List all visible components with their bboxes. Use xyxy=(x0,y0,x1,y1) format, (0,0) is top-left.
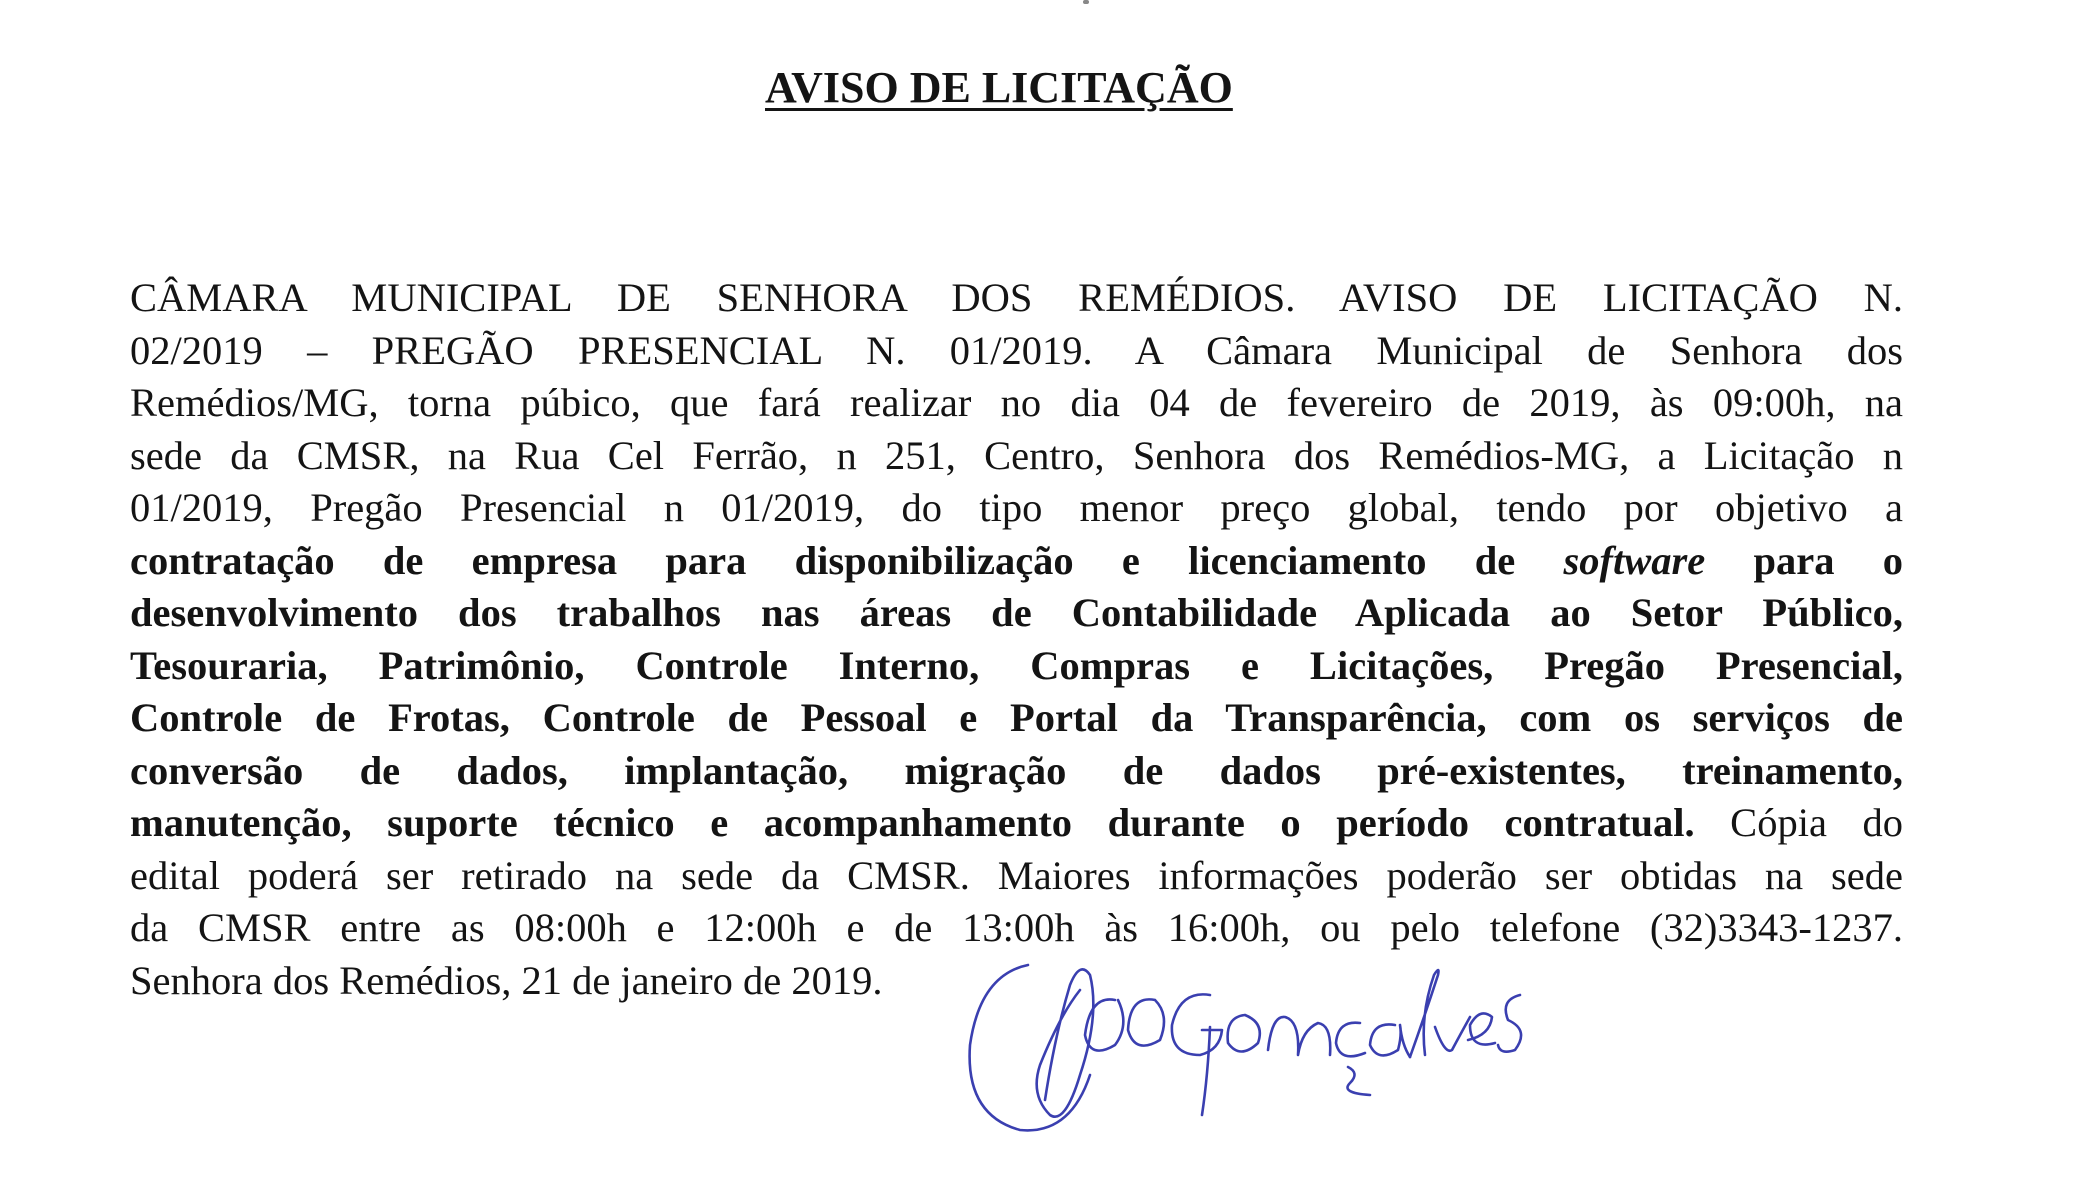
text-segment: desenvolvimento dos trabalhos nas áreas de Contabilidade Aplicada ao Setor Público, xyxy=(130,590,1903,635)
handwritten-signature xyxy=(940,955,1580,1155)
notice-line xyxy=(130,535,1903,588)
text-segment: conversão de dados, implantação, migração de dados pré-existentes, treinamento, xyxy=(130,747,1903,793)
text-segment: 01/2019, Pregão Presencial n 01/2019, do tipo menor preço global, tendo por objetivo a xyxy=(130,485,1903,530)
text-segment: Senhora dos Remédios, 21 de janeiro de 2019. xyxy=(130,957,883,1003)
text-segment: Controle de Frotas, Controle de Pessoal e Portal da Transparência, com os serviços de xyxy=(130,695,1903,740)
notice-line xyxy=(130,272,1903,325)
text-segment: Cópia do xyxy=(1694,800,1903,845)
document-title: AVISO DE LICITAÇÃO xyxy=(765,63,1233,112)
notice-line xyxy=(130,745,1903,798)
text-segment: software xyxy=(1563,537,1706,583)
notice-line xyxy=(130,482,1903,535)
text-segment: para o xyxy=(1705,537,1904,583)
text-segment: edital poderá ser retirado na sede da CMSR. Maiores informações poderão ser obtidas na sede xyxy=(130,852,1903,898)
text-segment: CÂMARA MUNICIPAL DE SENHORA DOS REMÉDIOS. AVISO DE LICITAÇÃO N. xyxy=(130,275,1903,320)
text-segment: contratação de empresa para disponibilização e licenciamento de xyxy=(130,537,1564,583)
notice-line xyxy=(130,850,1903,903)
notice-line xyxy=(130,325,1903,378)
text-segment: da CMSR entre as 08:00h e 12:00h e de 13:00h às 16:00h, ou pelo telefone (32)3343-1237. xyxy=(130,905,1903,950)
notice-line xyxy=(130,430,1903,483)
notice-line xyxy=(130,902,1903,955)
text-segment: manutenção, suporte técnico e acompanhamento durante o período contratual. xyxy=(130,800,1695,845)
scan-artifact xyxy=(1083,0,1089,4)
notice-body xyxy=(130,272,1903,1007)
text-segment: sede da CMSR, na Rua Cel Ferrão, n 251, Centro, Senhora dos Remédios-MG, a Licitação n xyxy=(130,432,1903,478)
text-segment: Tesouraria, Patrimônio, Controle Interno, Compras e Licitações, Pregão Presencial, xyxy=(130,642,1903,688)
text-segment: Remédios/MG, torna púbico, que fará realizar no dia 04 de fevereiro de 2019, às 09:00h, na xyxy=(130,380,1903,425)
text-segment: 02/2019 – PREGÃO PRESENCIAL N. 01/2019. A Câmara Municipal de Senhora dos xyxy=(130,327,1903,373)
notice-line xyxy=(130,692,1903,745)
notice-line xyxy=(130,587,1903,640)
notice-line xyxy=(130,640,1903,693)
notice-line xyxy=(130,797,1903,850)
notice-line xyxy=(130,377,1903,430)
